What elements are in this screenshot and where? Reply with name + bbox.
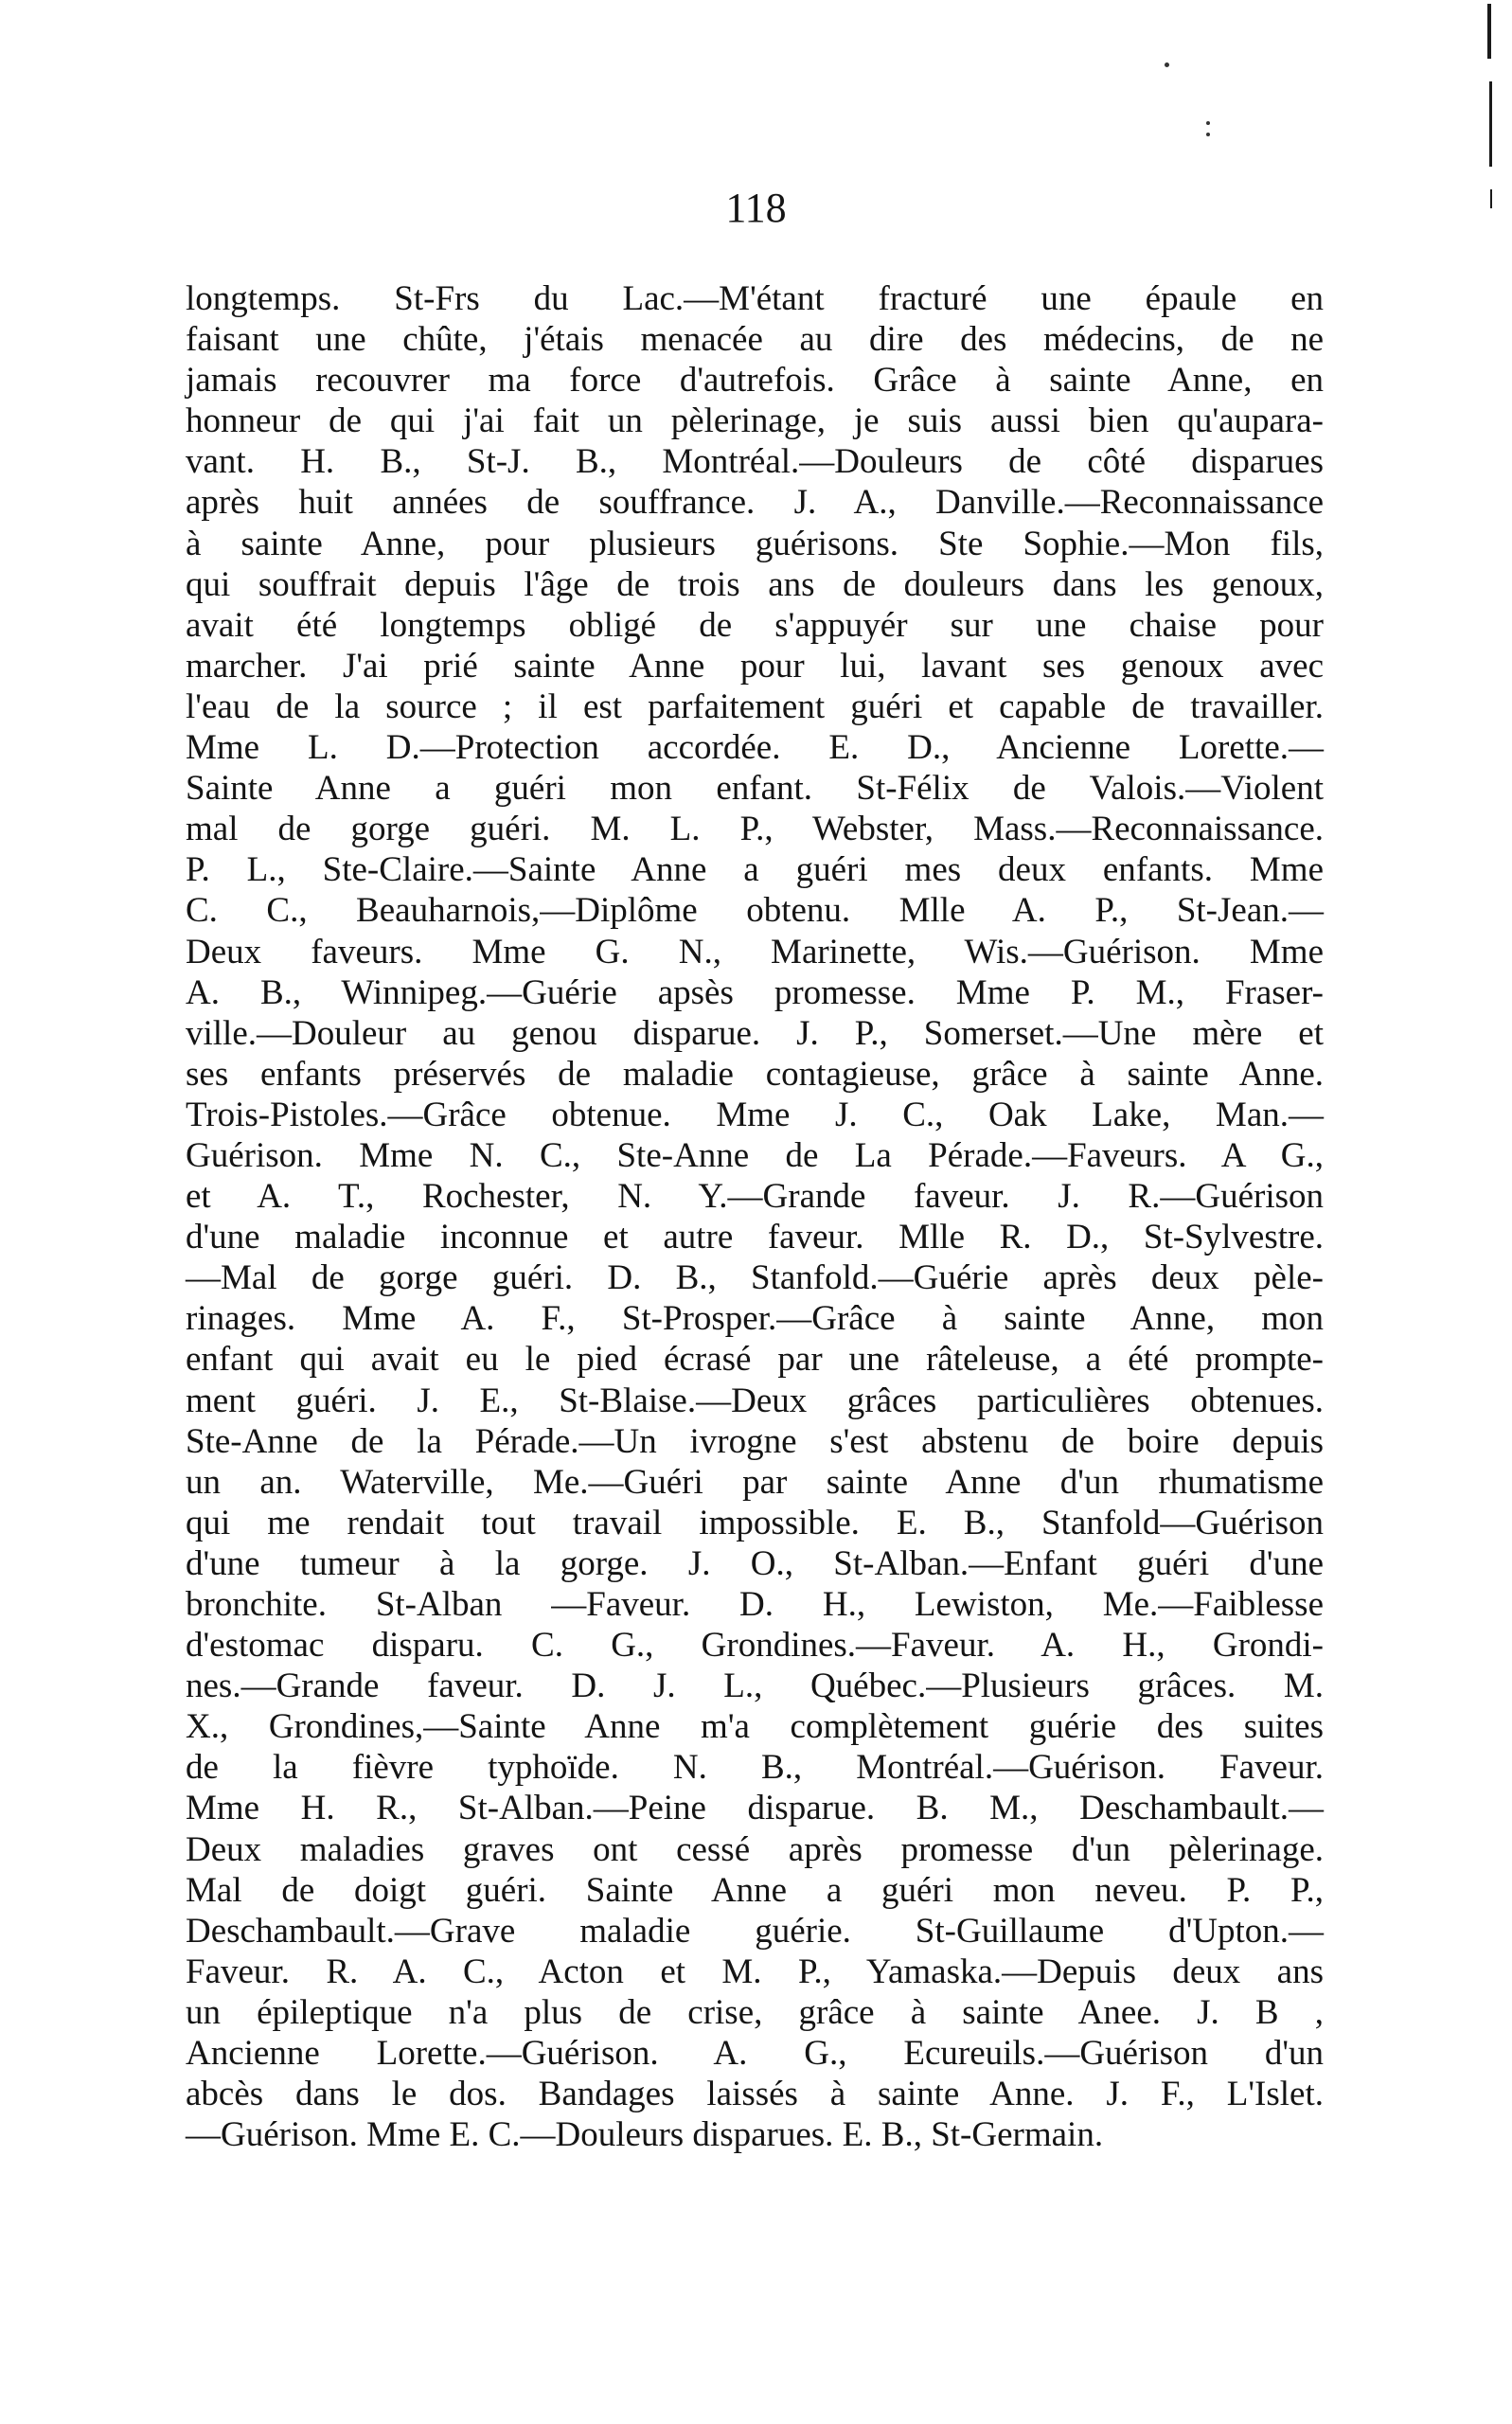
text-line: X., Grondines,—Sainte Anne m'a complètement guérie des suites bbox=[186, 1707, 1324, 1747]
text-line: ses enfants préservés de maladie contagieuse, grâce à sainte Anne. bbox=[186, 1054, 1324, 1094]
page-number: 118 bbox=[725, 185, 787, 231]
text-line: Sainte Anne a guéri mon enfant. St-Félix de Valois.—Violent bbox=[186, 769, 1324, 809]
text-line: marcher. J'ai prié sainte Anne pour lui, lavant ses genoux avec bbox=[186, 646, 1324, 686]
text-line: Deschambault.—Grave maladie guérie. St-Guillaume d'Upton.— bbox=[186, 1911, 1324, 1951]
text-line: Ste-Anne de la Pérade.—Un ivrogne s'est abstenu de boire depuis bbox=[186, 1421, 1324, 1461]
text-line: Mal de doigt guéri. Sainte Anne a guéri mon neveu. P. P., bbox=[186, 1870, 1324, 1910]
text-line: abcès dans le dos. Bandages laissés à sainte Anne. J. F., L'Islet. bbox=[186, 2075, 1324, 2114]
page-edge-mark bbox=[1489, 81, 1492, 167]
text-line: mal de gorge guéri. M. L. P., Webster, Mass.—Reconnaissance. bbox=[186, 810, 1324, 849]
text-line: vant. H. B., St-J. B., Montréal.—Douleurs de côté disparues bbox=[186, 442, 1324, 482]
text-line: Mme H. R., St-Alban.—Peine disparue. B. M., Deschambault.— bbox=[186, 1789, 1324, 1828]
text-line: nes.—Grande faveur. D. J. L., Québec.—Plusieurs grâces. M. bbox=[186, 1666, 1324, 1706]
text-line: Deux maladies graves ont cessé après promesse d'un pèlerinage. bbox=[186, 1829, 1324, 1869]
text-line: et A. T., Rochester, N. Y.—Grande faveur. J. R.—Guérison bbox=[186, 1177, 1324, 1217]
text-line: Trois-Pistoles.—Grâce obtenue. Mme J. C., Oak Lake, Man.— bbox=[186, 1095, 1324, 1134]
text-line: Deux faveurs. Mme G. N., Marinette, Wis.—Guérison. Mme bbox=[186, 932, 1324, 971]
text-line: Ancienne Lorette.—Guérison. A. G., Ecureuils.—Guérison d'un bbox=[186, 2034, 1324, 2074]
text-line: ment guéri. J. E., St-Blaise.—Deux grâces particulières obtenues. bbox=[186, 1381, 1324, 1420]
ink-speck bbox=[1206, 121, 1210, 125]
text-line: Faveur. R. A. C., Acton et M. P., Yamaska.—Depuis deux ans bbox=[186, 1952, 1324, 1991]
text-line: enfant qui avait eu le pied écrasé par une râteleuse, a été prompte- bbox=[186, 1340, 1324, 1380]
text-line: —Mal de gorge guéri. D. B., Stanfold.—Guérie après deux pèle- bbox=[186, 1258, 1324, 1298]
text-line: qui souffrait depuis l'âge de trois ans de douleurs dans les genoux, bbox=[186, 564, 1324, 604]
text-line: rinages. Mme A. F., St-Prosper.—Grâce à sainte Anne, mon bbox=[186, 1299, 1324, 1339]
text-line: faisant une chûte, j'étais menacée au dire des médecins, de ne bbox=[186, 320, 1324, 360]
text-line: un épileptique n'a plus de crise, grâce à sainte Anee. J. B , bbox=[186, 1992, 1324, 2032]
text-line: d'une maladie inconnue et autre faveur. Mlle R. D., St-Sylvestre. bbox=[186, 1218, 1324, 1257]
text-line: P. L., Ste-Claire.—Sainte Anne a guéri mes deux enfants. Mme bbox=[186, 850, 1324, 890]
text-line: de la fièvre typhoïde. N. B., Montréal.—Guérison. Faveur. bbox=[186, 1748, 1324, 1788]
text-line: longtemps. St-Frs du Lac.—M'étant fracturé une épaule en bbox=[186, 279, 1324, 318]
text-line: un an. Waterville, Me.—Guéri par sainte Anne d'un rhumatisme bbox=[186, 1462, 1324, 1502]
text-line: C. C., Beauharnois,—Diplôme obtenu. Mlle A. P., St-Jean.— bbox=[186, 891, 1324, 931]
text-line: qui me rendait tout travail impossible. E. B., Stanfold—Guérison bbox=[186, 1503, 1324, 1542]
ink-speck bbox=[1206, 133, 1210, 136]
text-line: jamais recouvrer ma force d'autrefois. Grâce à sainte Anne, en bbox=[186, 361, 1324, 401]
text-line: d'une tumeur à la gorge. J. O., St-Alban.—Enfant guéri d'une bbox=[186, 1543, 1324, 1583]
text-line: l'eau de la source ; il est parfaitement guéri et capable de travailler. bbox=[186, 686, 1324, 726]
text-line: avait été longtemps obligé de s'appuyér sur une chaise pour bbox=[186, 605, 1324, 645]
text-line: à sainte Anne, pour plusieurs guérisons. Ste Sophie.—Mon fils, bbox=[186, 524, 1324, 563]
text-line: honneur de qui j'ai fait un pèlerinage, je suis aussi bien qu'aupara- bbox=[186, 401, 1324, 441]
text-line: après huit années de souffrance. J. A., Danville.—Reconnaissance bbox=[186, 483, 1324, 523]
body-text bbox=[186, 278, 1324, 2155]
text-line: bronchite. St-Alban —Faveur. D. H., Lewiston, Me.—Faiblesse bbox=[186, 1585, 1324, 1624]
page-edge-mark bbox=[1487, 4, 1491, 59]
text-line: Guérison. Mme N. C., Ste-Anne de La Pérade.—Faveurs. A G., bbox=[186, 1135, 1324, 1175]
text-line: ville.—Douleur au genou disparue. J. P., Somerset.—Une mère et bbox=[186, 1013, 1324, 1053]
ink-speck bbox=[1165, 62, 1169, 67]
text-line: Mme L. D.—Protection accordée. E. D., Ancienne Lorette.— bbox=[186, 728, 1324, 768]
text-line: d'estomac disparu. C. G., Grondines.—Faveur. A. H., Grondi- bbox=[186, 1626, 1324, 1666]
text-line: A. B., Winnipeg.—Guérie apsès promesse. Mme P. M., Fraser- bbox=[186, 972, 1324, 1012]
text-line: —Guérison. Mme E. C.—Douleurs disparues. E. B., St-Germain. bbox=[186, 2115, 1104, 2155]
